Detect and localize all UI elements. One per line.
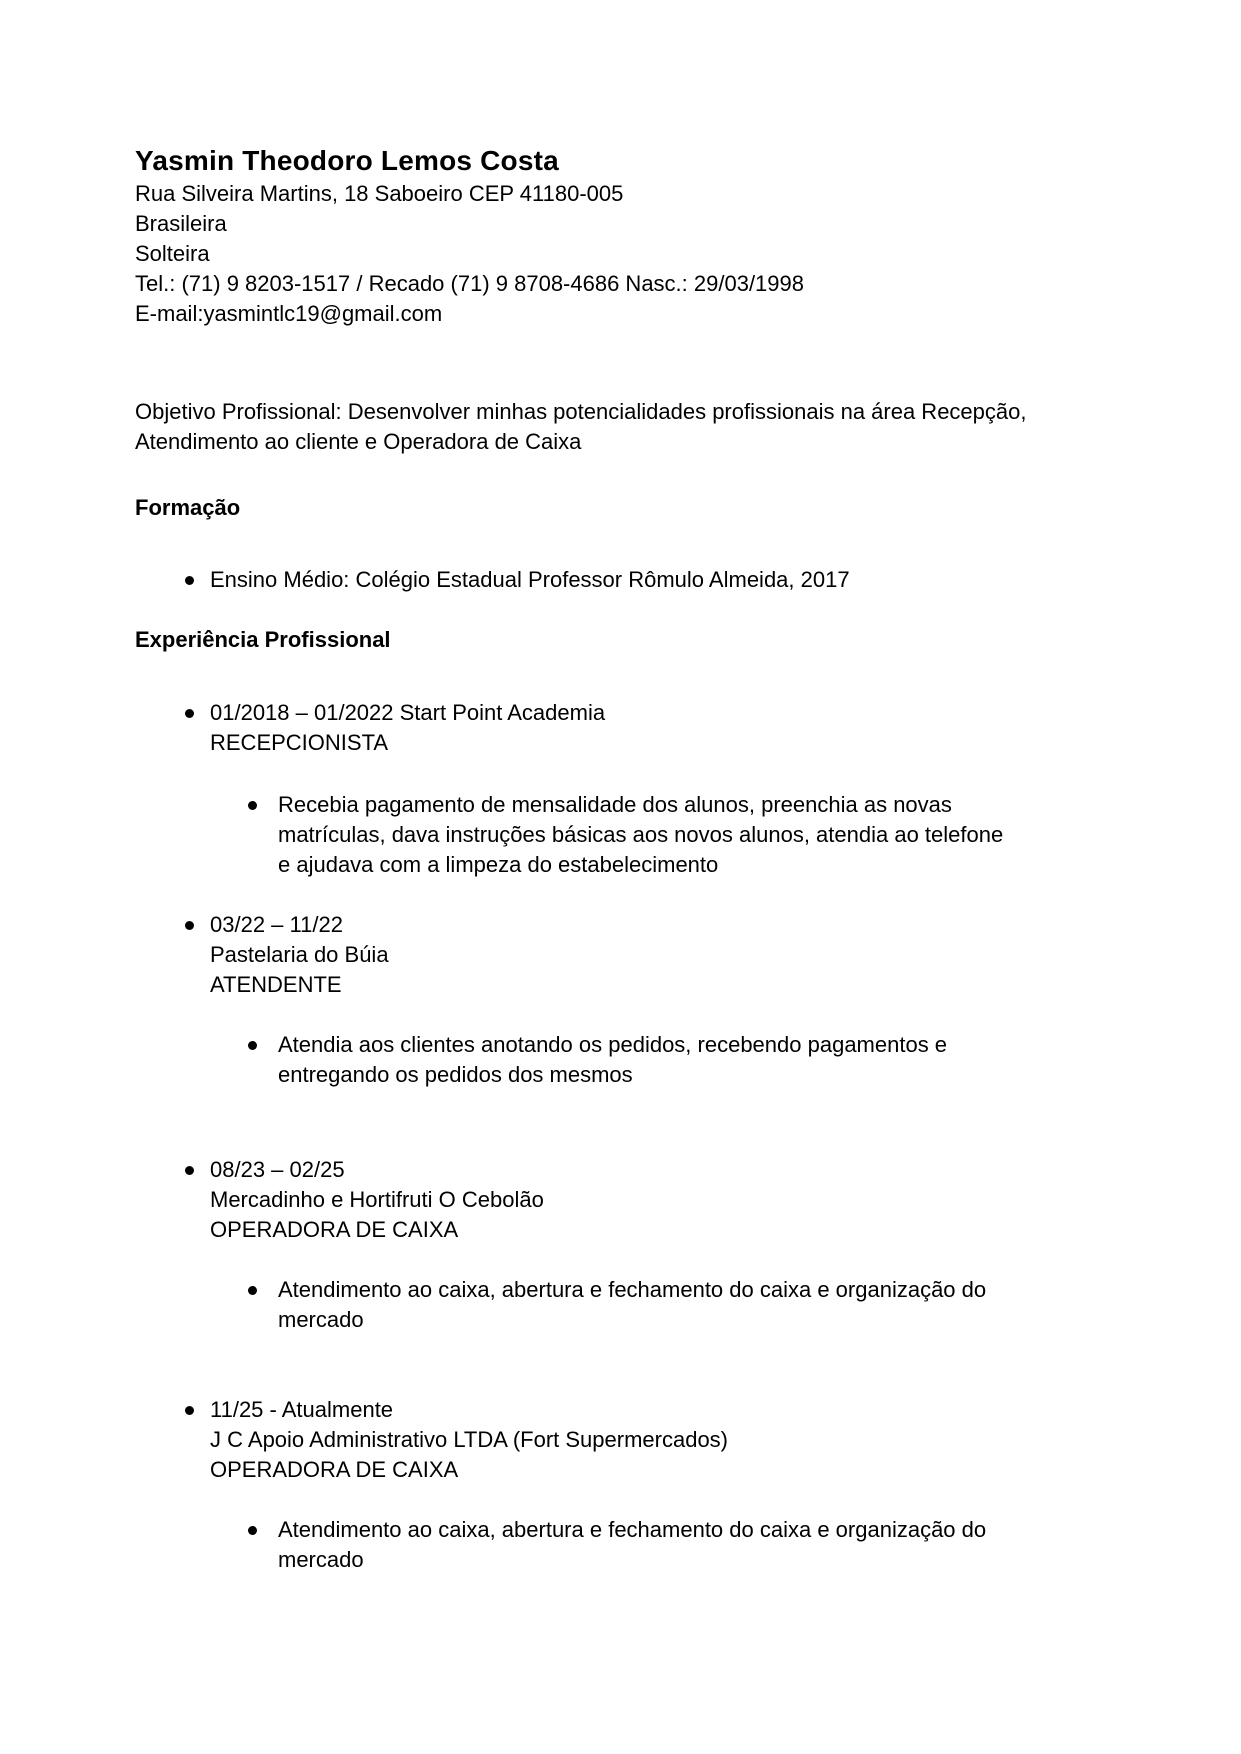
bullet-icon [185,1155,210,1175]
job-entry [135,910,1106,1000]
phone-line: Tel.: (71) 9 8203-1517 / Recado (71) 9 8708-4686 Nasc.: 29/03/1998 [135,271,805,296]
bullet-icon [185,698,210,718]
education-item [135,565,1106,595]
job-period-line: 01/2018 – 01/2022 Start Point Academia [210,700,606,725]
job-period-line: 08/23 – 02/25 [210,1157,345,1182]
duty-item [135,790,1106,880]
bullet-icon [185,1395,210,1415]
bullet-icon [185,565,210,585]
job-period-line: 03/22 – 11/22 [210,912,343,937]
bullet-icon [248,1515,278,1535]
education-item-text: Ensino Médio: Colégio Estadual Professor Rômulo Almeida, 2017 [210,567,850,592]
duty-text: Atendimento ao caixa, abertura e fechamento do caixa e organização do mercado [278,1277,987,1332]
bullet-icon [248,1275,278,1295]
bullet-icon [248,790,278,810]
address-line: Rua Silveira Martins, 18 Saboeiro CEP 41180-005 [135,181,624,206]
job-entry [135,1155,1106,1245]
section-heading-experience: Experiência Profissional [135,627,391,652]
bullet-icon [185,910,210,930]
job-role-line: OPERADORA DE CAIXA [210,1457,459,1482]
job-entry [135,698,1106,758]
duty-text: Recebia pagamento de mensalidade dos alunos, preenchia as novas matrículas, dava instruções básicas aos novos alunos, atendia ao telefone e ajudava com a limpeza do estabelecimento [278,792,1004,877]
job-entry [135,1395,1106,1485]
duty-item [135,1515,1106,1575]
job-role-line: RECEPCIONISTA [210,730,389,755]
job-company-line: Mercadinho e Hortifruti O Cebolão [210,1187,544,1212]
job-role-line: OPERADORA DE CAIXA [210,1217,459,1242]
duty-item [135,1275,1106,1335]
objective-paragraph: Objetivo Profissional: Desenvolver minhas potencialidades profissionais na área Recepção, Atendimento ao cliente e Operadora de Caixa [135,399,1027,454]
marital-status-line: Solteira [135,241,210,266]
duty-item [135,1030,1106,1090]
job-company-line: J C Apoio Administrativo LTDA (Fort Supermercados) [210,1427,729,1452]
email-line: E-mail:yasmintlc19@gmail.com [135,301,443,326]
nationality-line: Brasileira [135,211,227,236]
page-title: Yasmin Theodoro Lemos Costa [135,145,559,176]
job-period-line: 11/25 - Atualmente [210,1397,394,1422]
duty-text: Atendia aos clientes anotando os pedidos, recebendo pagamentos e entregando os pedidos dos mesmos [278,1032,948,1087]
job-company-line: Pastelaria do Búia [210,942,389,967]
section-heading-education: Formação [135,495,241,520]
job-role-line: ATENDENTE [210,972,342,997]
duty-text: Atendimento ao caixa, abertura e fechamento do caixa e organização do mercado [278,1517,987,1572]
bullet-icon [248,1030,278,1050]
